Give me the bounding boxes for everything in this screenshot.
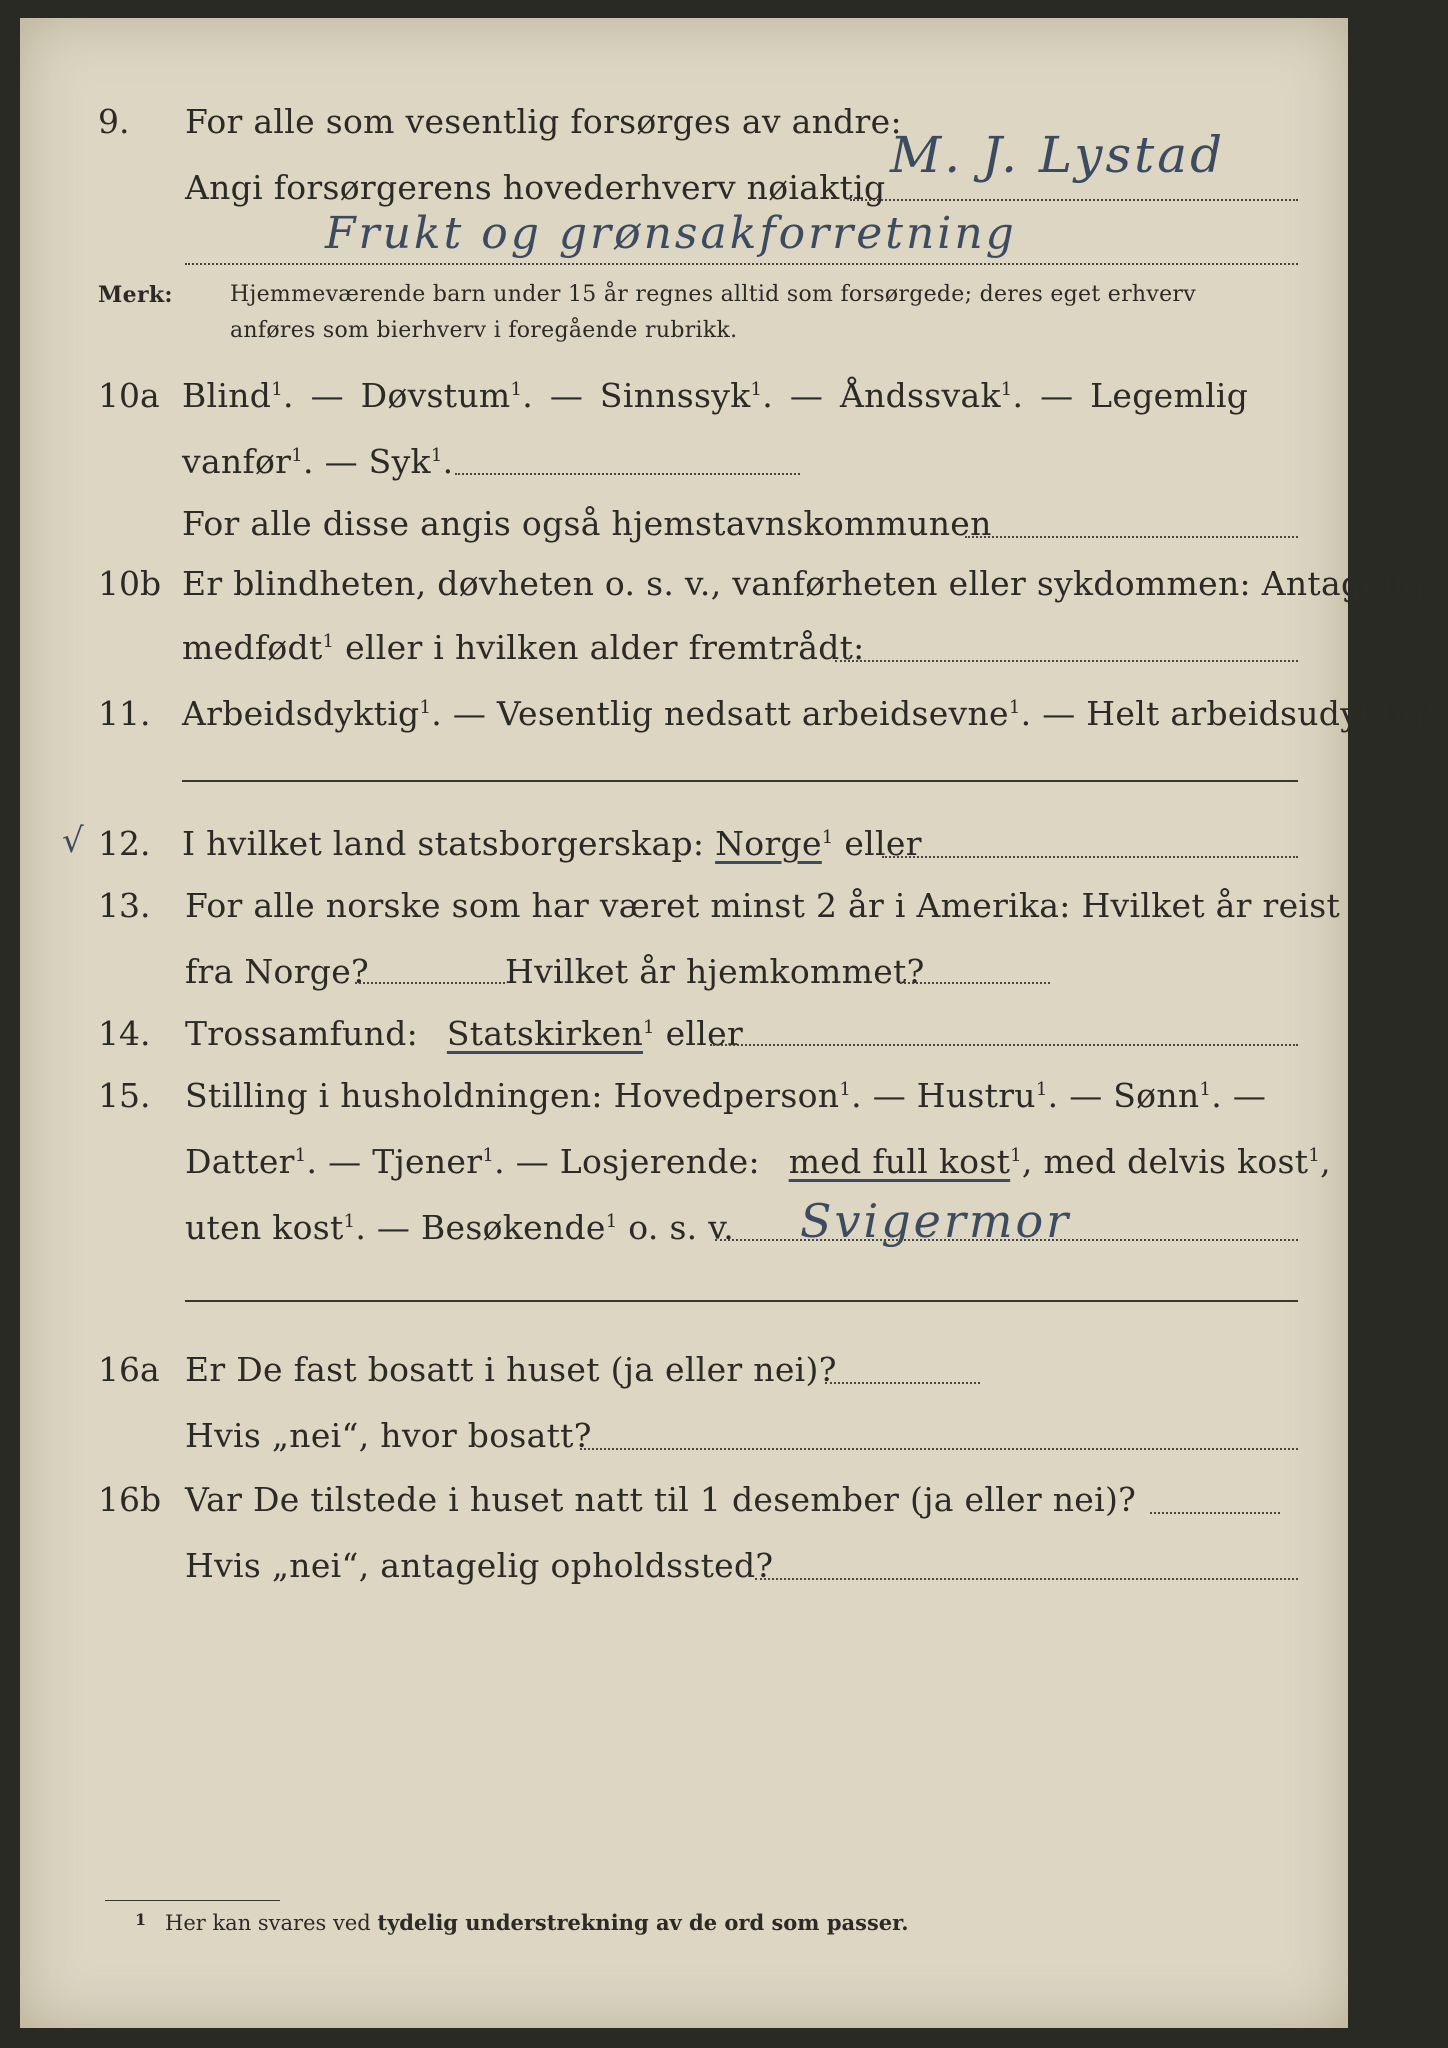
q9-line2: Angi forsørgerens hovederhverv nøiaktig <box>185 168 886 207</box>
option-legemlig[interactable]: . — Legemlig <box>1012 376 1249 415</box>
q13-number: 13. <box>98 886 151 925</box>
q16b-line1: Var De tilstede i huset natt til 1 desember (ja eller nei)? <box>185 1480 1137 1519</box>
q16b-number: 16b <box>98 1480 162 1519</box>
merk-line2: anføres som bierhverv i foregående rubrikk. <box>230 318 738 343</box>
checkmark-q12: √ <box>62 821 84 861</box>
option-sinnssyk[interactable]: . — Sinnssyk <box>522 376 751 415</box>
q10a-line2: vanfør$^1$. — Syk$^1$. <box>182 442 454 481</box>
merk-label: Merk: <box>98 282 173 308</box>
q12-dotted-line <box>882 856 1298 858</box>
q16a-line2: Hvis „nei“, hvor bosatt? <box>185 1416 592 1455</box>
q16b-opholdssted-line <box>755 1578 1298 1580</box>
q14-line: Trossamfund: Statskirken$^1$ eller <box>185 1014 744 1053</box>
q15-rule <box>185 1300 1298 1302</box>
q13-reist: fra Norge? <box>185 952 370 991</box>
footnote-rule <box>105 1900 280 1901</box>
option-besokende[interactable]: . — Besøkende <box>355 1208 606 1247</box>
option-uten-kost[interactable]: uten kost <box>185 1208 344 1247</box>
merk-line1: Hjemmeværende barn under 15 år regnes alltid som forsørgede; deres eget erhverv <box>230 282 1196 307</box>
option-sonn[interactable]: . — Sønn <box>1047 1076 1200 1115</box>
q10b-line1: Er blindheten, døvheten o. s. v., vanførheten eller sykdommen: Antagelig <box>182 564 1426 603</box>
q15-line1: Stilling i husholdningen: Hovedperson$^1$. — Hustru$^1$. — Sønn$^1$. — <box>185 1076 1267 1115</box>
q9-handwritten-provider[interactable]: M. J. Lystad <box>890 126 1226 184</box>
q9-number: 9. <box>98 102 130 141</box>
option-andssvak[interactable]: . — Åndssvak <box>762 376 1001 415</box>
q11-rule <box>182 780 1298 782</box>
q15-dotted-line <box>715 1239 1298 1241</box>
option-tjener[interactable]: . — Tjener <box>306 1142 483 1181</box>
option-hustru[interactable]: . — Hustru <box>851 1076 1036 1115</box>
option-medfodt[interactable]: medfødt <box>182 628 323 667</box>
option-blind[interactable]: Blind <box>182 376 272 415</box>
q13-line1: For alle norske som har været minst 2 år i Amerika: Hvilket år reist <box>185 886 1341 925</box>
q16a-bosatt-line <box>580 1448 1298 1450</box>
q14-number: 14. <box>98 1014 151 1053</box>
option-dovstum[interactable]: . — Døvstum <box>283 376 511 415</box>
option-statskirken[interactable]: Statskirken <box>446 1014 644 1053</box>
footnote-mark: 1 <box>135 1910 147 1929</box>
option-syk[interactable]: . — Syk <box>303 442 431 481</box>
q9-dotted-line-1 <box>850 199 1298 201</box>
q16b-line2: Hvis „nei“, antagelig opholdssted? <box>185 1546 774 1585</box>
option-datter[interactable]: Datter <box>185 1142 295 1181</box>
option-hovedperson[interactable]: Stilling i husholdningen: Hovedperson <box>185 1076 840 1115</box>
q15-number: 15. <box>98 1076 151 1115</box>
q10b-dotted-line <box>835 660 1298 662</box>
q15-handwritten-position[interactable]: Svigermor <box>800 1194 1072 1248</box>
q12-line: I hvilket land statsborgerskap: Norge$^1$ eller <box>182 824 922 863</box>
q16b-dotted-line <box>1150 1512 1280 1514</box>
q13-reist-line <box>355 982 505 984</box>
q16a-line1: Er De fast bosatt i huset (ja eller nei)? <box>185 1350 837 1389</box>
q10b-line2: medfødt$^1$ eller i hvilken alder fremtrådt: <box>182 628 865 667</box>
census-form-page <box>20 18 1448 2028</box>
q12-number: 12. <box>98 824 151 863</box>
q10a-line1: Blind$^1$. — Døvstum$^1$. — Sinnssyk$^1$. — Åndssvak$^1$. — Legemlig <box>182 376 1249 415</box>
q11-line: Arbeidsdyktig$^1$. — Vesentlig nedsatt arbeidsevne$^1$. — Helt arbeidsudyktig$^1$. <box>182 694 1448 733</box>
option-delvis-kost[interactable]: , med delvis kost <box>1021 1142 1309 1181</box>
option-norge[interactable]: Norge <box>715 824 822 863</box>
option-vanfor[interactable]: vanfør <box>182 442 292 481</box>
q14-dotted-line <box>710 1044 1298 1046</box>
q9-line1: For alle som vesentlig forsørges av andre: <box>185 102 902 141</box>
footnote-text: Her kan svares ved tydelig understrekning av de ord som passer. <box>165 1910 909 1935</box>
option-nedsatt[interactable]: . — Vesentlig nedsatt arbeidsevne <box>431 694 1009 733</box>
option-udyktig[interactable]: . — Helt arbeidsudyktig <box>1020 694 1426 733</box>
q15-line3: uten kost$^1$. — Besøkende$^1$ o. s. v. <box>185 1208 735 1247</box>
q11-number: 11. <box>98 694 151 733</box>
q13-hjemkommet-line <box>900 982 1050 984</box>
q9-handwritten-occupation[interactable]: Frukt og grønsakforretning <box>325 208 1017 259</box>
q9-dotted-line-2 <box>185 263 1298 265</box>
q16a-number: 16a <box>98 1350 160 1389</box>
q10a-line3: For alle disse angis også hjemstavnskommunen <box>182 504 992 543</box>
q15-line2: Datter$^1$. — Tjener$^1$. — Losjerende: med full kost$^1$, med delvis kost$^1$, <box>185 1142 1331 1181</box>
q10b-number: 10b <box>98 564 162 603</box>
option-arbeidsdyktig[interactable]: Arbeidsdyktig <box>182 694 420 733</box>
q10a-hometown-line <box>965 536 1298 538</box>
q10a-dotted-line <box>455 473 800 475</box>
option-full-kost[interactable]: med full kost <box>788 1142 1011 1181</box>
q10a-number: 10a <box>98 376 160 415</box>
q16a-dotted-line <box>825 1382 980 1384</box>
q13-hjemkommet: Hvilket år hjemkommet? <box>505 952 925 991</box>
